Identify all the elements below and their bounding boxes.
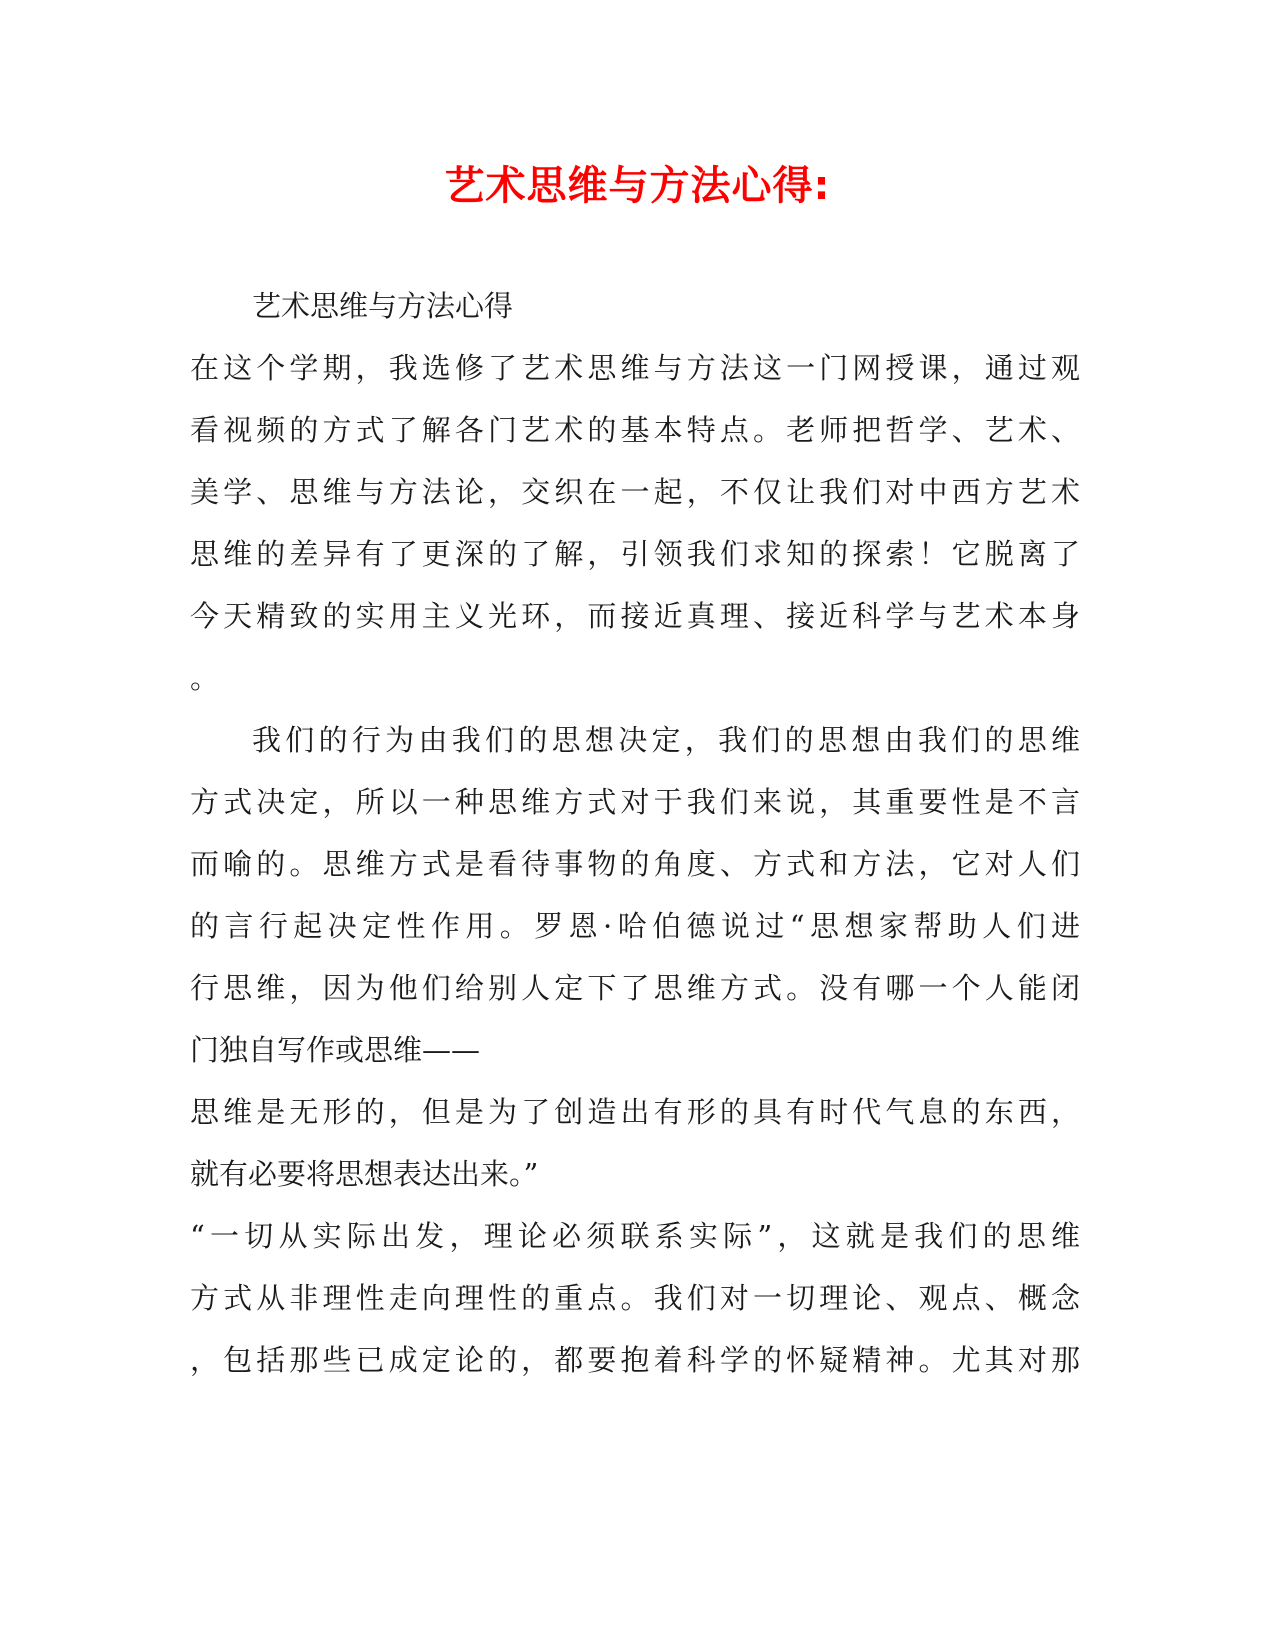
paragraph-line: 。 bbox=[190, 661, 220, 695]
paragraph-line: 而喻的。思维方式是看待事物的角度、方式和方法，它对人们 bbox=[190, 847, 1080, 881]
paragraph-line: 方式从非理性走向理性的重点。我们对一切理论、观点、概念 bbox=[190, 1281, 1080, 1315]
paragraph-line: “一切从实际出发，理论必须联系实际”，这就是我们的思维 bbox=[190, 1219, 1080, 1253]
paragraph-line: 方式决定，所以一种思维方式对于我们来说，其重要性是不言 bbox=[190, 785, 1080, 819]
document-title: 艺术思维与方法心得: bbox=[444, 163, 831, 209]
paragraph-line: 思维是无形的，但是为了创造出有形的具有时代气息的东西， bbox=[190, 1095, 1080, 1129]
paragraph-line: 就有必要将思想表达出来。” bbox=[190, 1157, 539, 1191]
paragraph-line: 行思维，因为他们给别人定下了思维方式。没有哪一个人能闭 bbox=[190, 971, 1080, 1005]
paragraph-line: 思维的差异有了更深的了解，引领我们求知的探索！它脱离了 bbox=[190, 537, 1080, 571]
paragraph-line: 看视频的方式了解各门艺术的基本特点。老师把哲学、艺术、 bbox=[190, 413, 1080, 447]
paragraph-line: 我们的行为由我们的思想决定，我们的思想由我们的思维 bbox=[252, 723, 1080, 757]
paragraph-line: 在这个学期，我选修了艺术思维与方法这一门网授课，通过观 bbox=[190, 351, 1080, 385]
paragraph-line: ，包括那些已成定论的，都要抱着科学的怀疑精神。尤其对那 bbox=[190, 1343, 1080, 1377]
paragraph-line: 的言行起决定性作用。罗恩·哈伯德说过“思想家帮助人们进 bbox=[190, 909, 1080, 943]
paragraph-line: 门独自写作或思维—— bbox=[190, 1033, 481, 1067]
paragraph-line: 今天精致的实用主义光环，而接近真理、接近科学与艺术本身 bbox=[190, 599, 1080, 633]
paragraph-line: 美学、思维与方法论，交织在一起，不仅让我们对中西方艺术 bbox=[190, 475, 1080, 509]
section-heading: 艺术思维与方法心得 bbox=[252, 289, 514, 323]
